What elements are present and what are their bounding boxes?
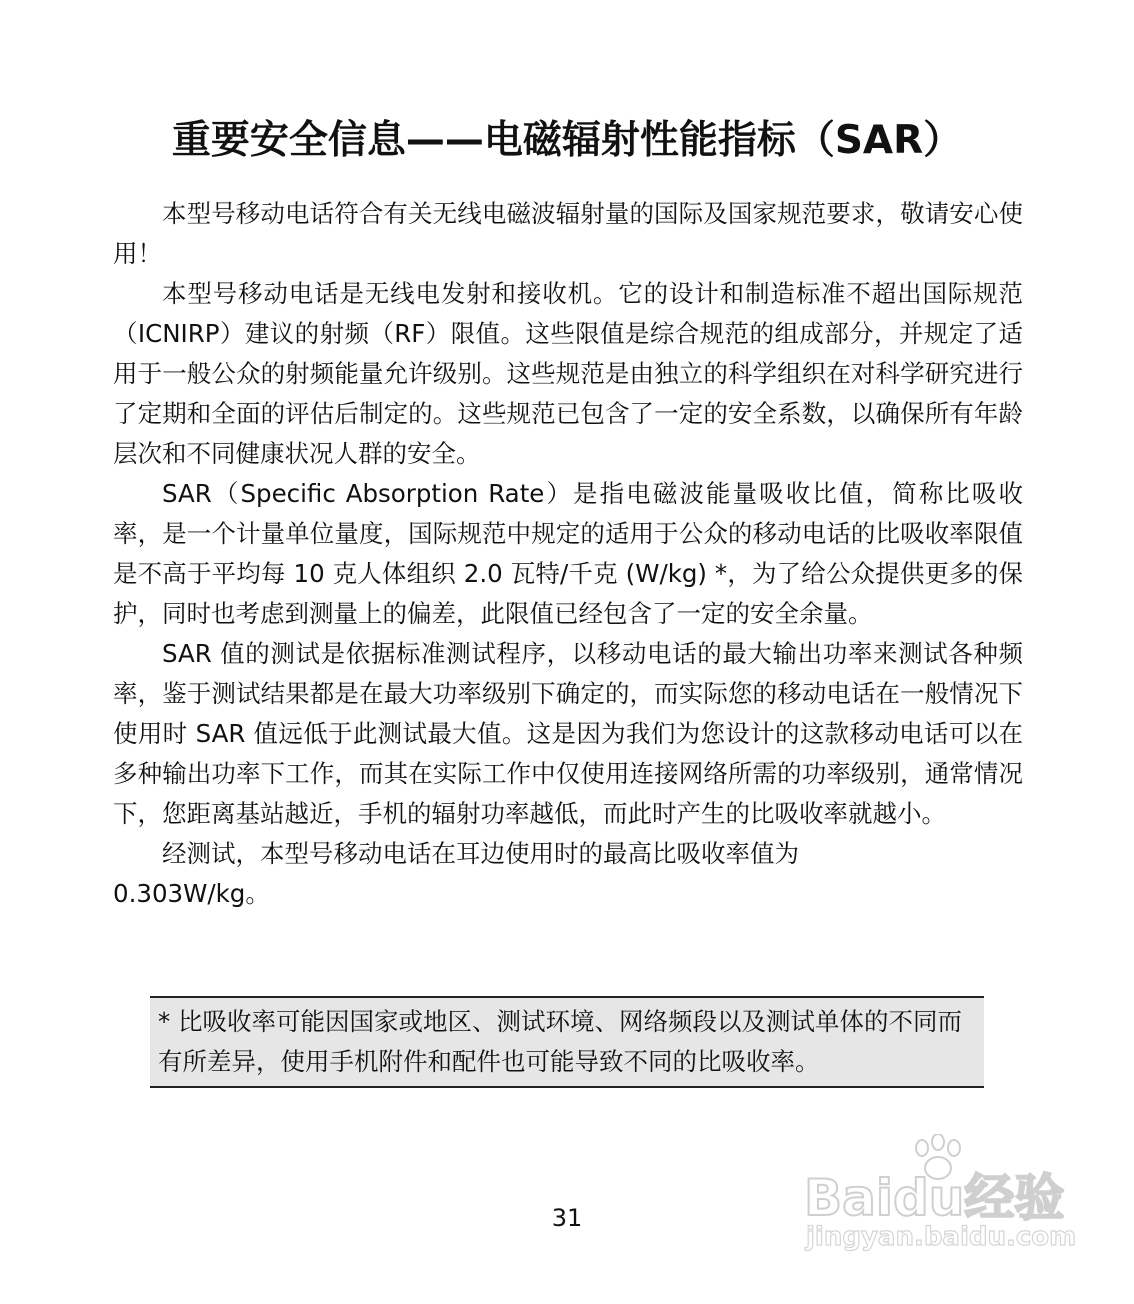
page-title: 重要安全信息——电磁辐射性能指标（SAR） [171,118,963,163]
watermark-brand: Baidu经验 [804,1169,1065,1227]
paragraph-rf-limits: 本型号移动电话是无线电发射和接收机。它的设计和制造标准不超出国际规范（ICNIRP）建议的射频（RF）限值。这些限值是综合规范的组成部分，并规定了适用于一般公众的射频能量允许级别。这些规范是由独立的科学组织在对科学研究进行了定期和全面的评估后制定的。这些规范已包含了一定的安全系数，以确保所有年龄层次和不同健康状况人群的安全。 [113,279,1023,468]
paragraph-compliance: 本型号移动电话符合有关无线电磁波辐射量的国际及国家规范要求，敬请安心使用！ [113,199,1023,268]
page-number: 31 [551,1204,583,1232]
baidu-watermark [804,1134,1077,1264]
watermark-url: jingyan.baidu.com [806,1222,1077,1252]
footnote-text: * 比吸收率可能因国家或地区、测试环境、网络频段以及测试单体的不同而有所差异，使用手机附件和配件也可能导致不同的比吸收率。 [158,1007,963,1076]
body-text [113,194,1023,914]
paragraph-sar-definition: SAR（Specific Absorption Rate）是指电磁波能量吸收比值，简称比吸收率，是一个计量单位量度，国际规范中规定的适用于公众的移动电话的比吸收率限值是不高于平均每 10 克人体组织 2.0 瓦特/千克 (W/kg) *，为了给公众提供更多的保护，同时也考虑到测量上的偏差，此限值已经包含了一定的安全余量。 [113,479,1023,628]
footnote-box [150,996,984,1088]
result-value: 0.303W/kg。 [113,879,270,908]
paragraph-test-result: 经测试，本型号移动电话在耳边使用时的最高比吸收率值为 [162,839,799,868]
paragraph-sar-testing: SAR 值的测试是依据标准测试程序，以移动电话的最大输出功率来测试各种频率，鉴于测试结果都是在最大功率级别下确定的，而实际您的移动电话在一般情况下使用时 SAR 值远低于此测试最大值。这是因为我们为您设计的这款移动电话可以在多种输出功率下工作，而其在实际工作中仅使用连接网络所需的功率级别，通常情况下，您距离基站越近，手机的辐射功率越低，而此时产生的比吸收率就越小。 [113,639,1023,828]
